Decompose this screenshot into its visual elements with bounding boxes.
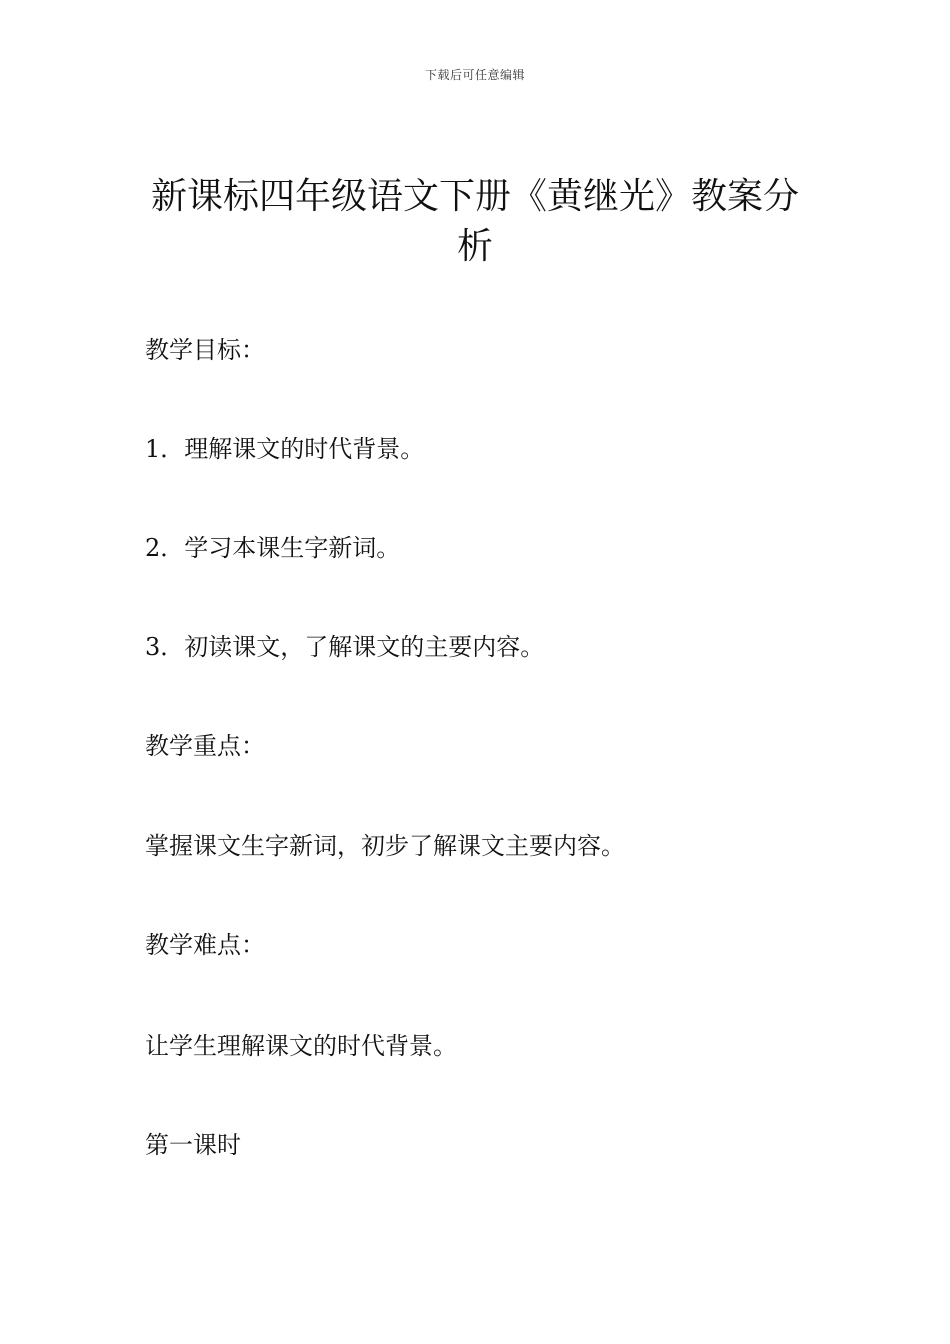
objective-item-3: 3．初读课文，了解课文的主要内容。 <box>145 633 545 661</box>
section-heading-key-points: 教学重点： <box>145 732 265 760</box>
objective-item-1: 1．理解课文的时代背景。 <box>145 435 425 463</box>
page-title: 新课标四年级语文下册《黄继光》教案分析 <box>150 176 799 267</box>
key-points-text: 掌握课文生字新词，初步了解课文主要内容。 <box>145 832 625 860</box>
objective-item-2: 2．学习本课生字新词。 <box>145 534 401 562</box>
lesson-period-heading: 第一课时 <box>145 1131 241 1159</box>
difficulties-text: 让学生理解课文的时代背景。 <box>145 1032 457 1060</box>
section-heading-difficulties: 教学难点： <box>145 931 265 959</box>
header-note: 下载后可任意编辑 <box>424 68 525 82</box>
section-heading-objectives: 教学目标： <box>145 336 265 364</box>
